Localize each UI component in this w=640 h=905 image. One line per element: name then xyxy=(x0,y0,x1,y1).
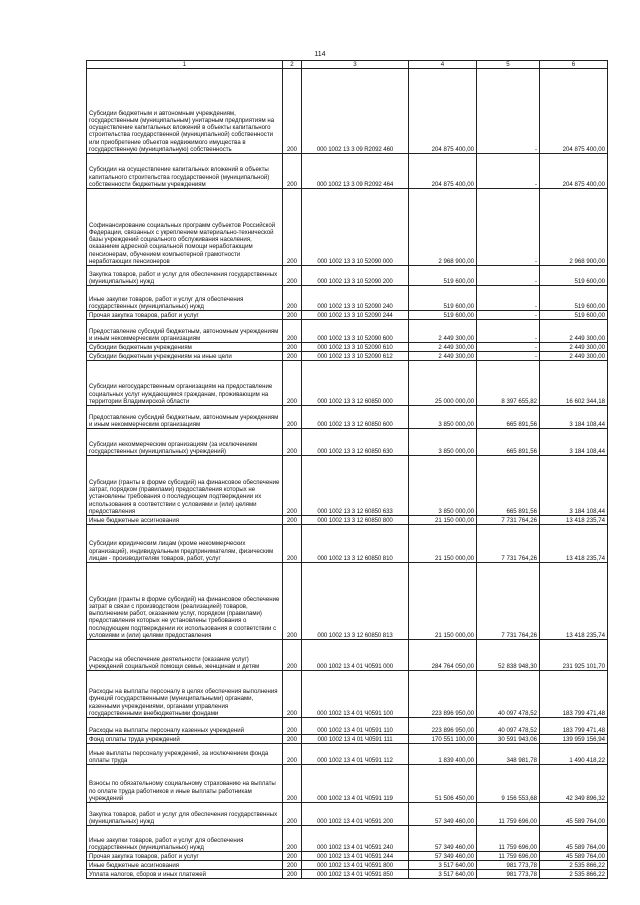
table-row xyxy=(87,286,608,311)
header-col-4: 4 xyxy=(409,61,477,69)
cell-c6: 519 600,00 xyxy=(540,266,608,286)
cell-c4: 25 000 000,00 xyxy=(409,361,477,406)
cell-c4: 284 764 050,00 xyxy=(409,640,477,671)
cell-c5: 981 773,78 xyxy=(477,870,540,879)
table-row xyxy=(87,563,608,640)
table-row xyxy=(87,154,608,189)
cell-code: 000 1002 13 3 12 60850 633 xyxy=(302,456,409,516)
cell-rz: 200 xyxy=(283,861,302,870)
cell-name: Взносы по обязательному социальному страхованию на выплаты по оплате труда работников и иные выплаты работникам учреждений xyxy=(87,765,283,803)
cell-c5: 11 759 696,00 xyxy=(477,826,540,852)
cell-name: Закупка товаров, работ и услуг для обеспечения государственных (муниципальных) нужд xyxy=(87,803,283,826)
cell-c6: 139 959 156,94 xyxy=(540,735,608,744)
cell-c5: 7 731 764,26 xyxy=(477,525,540,563)
cell-c6: 45 589 764,00 xyxy=(540,852,608,861)
budget-table xyxy=(86,60,608,879)
cell-code: 000 1002 13 3 10 52090 240 xyxy=(302,286,409,311)
cell-c5: 981 773,78 xyxy=(477,861,540,870)
cell-name: Субсидии на осуществление капитальных вложений в объекты капитального строительства государственной (муниципальной) собственности бюджетным учреждениям xyxy=(87,154,283,189)
cell-code: 000 1002 13 4 01 Ч0591 244 xyxy=(302,852,409,861)
cell-code: 000 1002 13 3 10 52090 244 xyxy=(302,311,409,320)
cell-code: 000 1002 13 3 12 60850 000 xyxy=(302,361,409,406)
cell-rz: 200 xyxy=(283,803,302,826)
cell-rz: 200 xyxy=(283,640,302,671)
cell-code: 000 1002 13 4 01 Ч0591 110 xyxy=(302,718,409,735)
cell-c4: 21 150 000,00 xyxy=(409,563,477,640)
cell-rz: 200 xyxy=(283,406,302,429)
cell-c5: 40 097 478,52 xyxy=(477,718,540,735)
cell-name: Иные бюджетные ассигнования xyxy=(87,861,283,870)
cell-name: Расходы на обеспечение деятельности (оказание услуг) учреждений социальной помощи семье, женщинам и детям xyxy=(87,640,283,671)
table-row xyxy=(87,870,608,879)
cell-code: 000 1002 13 3 10 52090 610 xyxy=(302,343,409,352)
table-row xyxy=(87,361,608,406)
cell-c4: 21 150 000,00 xyxy=(409,516,477,525)
cell-c4: 3 517 640,00 xyxy=(409,861,477,870)
cell-c6: 231 925 101,70 xyxy=(540,640,608,671)
cell-c5: - xyxy=(477,266,540,286)
cell-c5: - xyxy=(477,352,540,361)
header-col-6: 6 xyxy=(540,61,608,69)
cell-c4: 1 839 400,00 xyxy=(409,744,477,765)
cell-c5: 9 156 553,68 xyxy=(477,765,540,803)
cell-c5: - xyxy=(477,189,540,266)
table-row xyxy=(87,311,608,320)
cell-name: Иные закупки товаров, работ и услуг для обеспечения государственных (муниципальных) нужд xyxy=(87,286,283,311)
cell-code: 000 1002 13 4 01 Ч0591 111 xyxy=(302,735,409,744)
cell-rz: 200 xyxy=(283,735,302,744)
cell-rz: 200 xyxy=(283,311,302,320)
cell-name: Фонд оплаты труда учреждений xyxy=(87,735,283,744)
cell-c4: 519 600,00 xyxy=(409,286,477,311)
table-row xyxy=(87,861,608,870)
table-row xyxy=(87,640,608,671)
cell-code: 000 1002 13 3 12 60850 630 xyxy=(302,429,409,456)
cell-code: 000 1002 13 3 09 R2092 460 xyxy=(302,69,409,154)
cell-c6: 3 184 108,44 xyxy=(540,406,608,429)
cell-rz: 200 xyxy=(283,429,302,456)
cell-c4: 2 449 300,00 xyxy=(409,343,477,352)
cell-c4: 223 896 950,00 xyxy=(409,671,477,718)
cell-c6: 3 184 108,44 xyxy=(540,429,608,456)
cell-c4: 3 850 000,00 xyxy=(409,406,477,429)
table-row xyxy=(87,744,608,765)
cell-name: Субсидии юридическим лицам (кроме некоммерческих организаций), индивидуальным предпринимателям, физическим лицам - производителям товаров, работ, услуг xyxy=(87,525,283,563)
table-row xyxy=(87,343,608,352)
table-row xyxy=(87,718,608,735)
cell-c5: - xyxy=(477,69,540,154)
cell-c6: 2 449 300,00 xyxy=(540,343,608,352)
cell-rz: 200 xyxy=(283,765,302,803)
cell-code: 000 1002 13 4 01 Ч0591 800 xyxy=(302,861,409,870)
cell-code: 000 1002 13 3 12 60850 800 xyxy=(302,516,409,525)
table-row xyxy=(87,516,608,525)
cell-c6: 42 349 896,32 xyxy=(540,765,608,803)
cell-name: Субсидии некоммерческим организациям (за исключением государственных (муниципальных) учреждений) xyxy=(87,429,283,456)
cell-rz: 200 xyxy=(283,718,302,735)
cell-c6: 2 535 866,22 xyxy=(540,870,608,879)
header-col-1: 1 xyxy=(87,61,283,69)
cell-c5: 665 891,56 xyxy=(477,429,540,456)
table-row xyxy=(87,852,608,861)
cell-c4: 2 449 300,00 xyxy=(409,320,477,343)
cell-name: Иные бюджетные ассигнования xyxy=(87,516,283,525)
table-row xyxy=(87,803,608,826)
cell-c5: - xyxy=(477,154,540,189)
cell-name: Иные выплаты персоналу учреждений, за исключением фонда оплаты труда xyxy=(87,744,283,765)
cell-c5: - xyxy=(477,311,540,320)
table-row xyxy=(87,456,608,516)
cell-c6: 204 875 400,00 xyxy=(540,154,608,189)
cell-name: Субсидии бюджетным учреждениям на иные цели xyxy=(87,352,283,361)
cell-name: Уплата налогов, сборов и иных платежей xyxy=(87,870,283,879)
cell-name: Предоставление субсидий бюджетным, автономным учреждениям и иным некоммерческим организациям xyxy=(87,320,283,343)
cell-c5: 52 838 948,30 xyxy=(477,640,540,671)
cell-rz: 200 xyxy=(283,516,302,525)
cell-name: Субсидии негосударственным организациям на предоставление социальных услуг нуждающимся гражданам, проживающим на территории Владимирской области xyxy=(87,361,283,406)
table-row xyxy=(87,671,608,718)
cell-code: 000 1002 13 3 12 60850 813 xyxy=(302,563,409,640)
cell-rz: 200 xyxy=(283,852,302,861)
cell-c5: 40 097 478,52 xyxy=(477,671,540,718)
cell-c4: 57 349 460,00 xyxy=(409,852,477,861)
cell-code: 000 1002 13 4 01 Ч0591 850 xyxy=(302,870,409,879)
cell-code: 000 1002 13 4 01 Ч0591 112 xyxy=(302,744,409,765)
cell-c5: 11 759 696,00 xyxy=(477,803,540,826)
cell-code: 000 1002 13 4 01 Ч0591 200 xyxy=(302,803,409,826)
cell-c6: 183 799 471,48 xyxy=(540,671,608,718)
cell-c4: 204 875 400,00 xyxy=(409,69,477,154)
cell-c5: 8 397 655,82 xyxy=(477,361,540,406)
cell-c6: 2 535 866,22 xyxy=(540,861,608,870)
cell-c6: 13 418 235,74 xyxy=(540,525,608,563)
cell-code: 000 1002 13 4 01 Ч0591 000 xyxy=(302,640,409,671)
cell-name: Субсидии (гранты в форме субсидий) на финансовое обеспечение затрат в связи с производством (реализацией) товаров, выполнением работ, оказанием услуг, порядком (правилами) предоставления которых не установлены требования о последующем подтверждении их использования в соответствии с условиями и (или) целями предоставления xyxy=(87,563,283,640)
table-row xyxy=(87,429,608,456)
table-row xyxy=(87,406,608,429)
cell-rz: 200 xyxy=(283,320,302,343)
page-number: 114 xyxy=(314,51,326,58)
cell-c5: 30 591 943,06 xyxy=(477,735,540,744)
cell-c6: 45 589 764,00 xyxy=(540,803,608,826)
cell-c5: 11 759 696,00 xyxy=(477,852,540,861)
cell-name: Софинансирование социальных программ субъектов Российской Федерации, связанных с укреплением материально-технической базы учреждений социального обслуживания населения, оказанием адресной социальной помощи неработающим пенсионерам, обучением компьютерной грамотности неработающих пенсионеров xyxy=(87,189,283,266)
cell-code: 000 1002 13 4 01 Ч0591 119 xyxy=(302,765,409,803)
table-row xyxy=(87,525,608,563)
cell-code: 000 1002 13 3 09 R2092 464 xyxy=(302,154,409,189)
cell-c6: 3 184 108,44 xyxy=(540,456,608,516)
cell-c4: 223 896 950,00 xyxy=(409,718,477,735)
table-row xyxy=(87,352,608,361)
cell-c6: 204 875 400,00 xyxy=(540,69,608,154)
cell-c5: 7 731 764,26 xyxy=(477,563,540,640)
cell-c4: 519 600,00 xyxy=(409,266,477,286)
cell-name: Субсидии (гранты в форме субсидий) на финансовое обеспечение затрат, порядком (правилами) предоставления которых не установлены требования о последующем подтверждении их использования в соответствии с условиями и (или) целями предоставления xyxy=(87,456,283,516)
cell-rz: 200 xyxy=(283,361,302,406)
header-col-5: 5 xyxy=(477,61,540,69)
cell-c4: 3 517 640,00 xyxy=(409,870,477,879)
cell-rz: 200 xyxy=(283,352,302,361)
cell-rz: 200 xyxy=(283,671,302,718)
cell-c5: - xyxy=(477,286,540,311)
cell-rz: 200 xyxy=(283,563,302,640)
cell-c5: - xyxy=(477,343,540,352)
cell-c4: 57 349 460,00 xyxy=(409,826,477,852)
cell-code: 000 1002 13 4 01 Ч0591 100 xyxy=(302,671,409,718)
cell-rz: 200 xyxy=(283,456,302,516)
cell-code: 000 1002 13 4 01 Ч0591 240 xyxy=(302,826,409,852)
table-row xyxy=(87,69,608,154)
cell-c5: 665 891,56 xyxy=(477,406,540,429)
cell-rz: 200 xyxy=(283,744,302,765)
table-row xyxy=(87,189,608,266)
cell-c4: 2 968 900,00 xyxy=(409,189,477,266)
cell-c6: 13 418 235,74 xyxy=(540,516,608,525)
table-row xyxy=(87,826,608,852)
cell-c6: 16 602 344,18 xyxy=(540,361,608,406)
header-row xyxy=(87,61,608,69)
cell-c4: 2 449 300,00 xyxy=(409,352,477,361)
cell-c4: 21 150 000,00 xyxy=(409,525,477,563)
cell-c5: 7 731 764,26 xyxy=(477,516,540,525)
cell-c6: 13 418 235,74 xyxy=(540,563,608,640)
cell-c6: 183 799 471,48 xyxy=(540,718,608,735)
cell-code: 000 1002 13 3 10 52090 600 xyxy=(302,320,409,343)
cell-code: 000 1002 13 3 10 52090 000 xyxy=(302,189,409,266)
cell-c4: 57 349 460,00 xyxy=(409,803,477,826)
table-row xyxy=(87,735,608,744)
cell-c5: 665 891,56 xyxy=(477,456,540,516)
cell-c4: 204 875 400,00 xyxy=(409,154,477,189)
cell-c4: 170 551 100,00 xyxy=(409,735,477,744)
cell-c6: 519 600,00 xyxy=(540,311,608,320)
cell-c6: 2 449 300,00 xyxy=(540,352,608,361)
cell-rz: 200 xyxy=(283,525,302,563)
cell-name: Субсидии бюджетным и автономным учреждениям, государственным (муниципальным) унитарным предприятиям на осуществление капитальных вложений в объекты капитального строительства государственной (муниципальной) собственности или приобретение объектов недвижимого имущества в государственную (муниципальную) собственность xyxy=(87,69,283,154)
header-col-2: 2 xyxy=(283,61,302,69)
cell-c6: 2 968 900,00 xyxy=(540,189,608,266)
cell-name: Расходы на выплаты персоналу казенных учреждений xyxy=(87,718,283,735)
cell-c6: 45 589 764,00 xyxy=(540,826,608,852)
cell-name: Расходы на выплаты персоналу в целях обеспечения выполнения функций государственными (муниципальными) органами, казенными учреждениями, органами управления государственными внебюджетными фондами xyxy=(87,671,283,718)
cell-c5: 348 981,78 xyxy=(477,744,540,765)
cell-code: 000 1002 13 3 10 52090 200 xyxy=(302,266,409,286)
cell-c6: 2 449 300,00 xyxy=(540,320,608,343)
cell-rz: 200 xyxy=(283,826,302,852)
table-row xyxy=(87,320,608,343)
cell-rz: 200 xyxy=(283,343,302,352)
header-col-3: 3 xyxy=(302,61,409,69)
cell-rz: 200 xyxy=(283,870,302,879)
cell-c4: 519 600,00 xyxy=(409,311,477,320)
cell-rz: 200 xyxy=(283,154,302,189)
cell-rz: 200 xyxy=(283,189,302,266)
table-row xyxy=(87,765,608,803)
cell-c4: 51 506 450,00 xyxy=(409,765,477,803)
cell-code: 000 1002 13 3 12 60850 600 xyxy=(302,406,409,429)
cell-c4: 3 850 000,00 xyxy=(409,456,477,516)
cell-name: Прочая закупка товаров, работ и услуг xyxy=(87,852,283,861)
cell-code: 000 1002 13 3 12 60850 810 xyxy=(302,525,409,563)
cell-rz: 200 xyxy=(283,286,302,311)
cell-name: Иные закупки товаров, работ и услуг для обеспечения государственных (муниципальных) нужд xyxy=(87,826,283,852)
table-row xyxy=(87,266,608,286)
cell-code: 000 1002 13 3 10 52090 612 xyxy=(302,352,409,361)
cell-c5: - xyxy=(477,320,540,343)
cell-c4: 3 850 000,00 xyxy=(409,429,477,456)
cell-name: Предоставление субсидий бюджетным, автономным учреждениям и иным некоммерческим организациям xyxy=(87,406,283,429)
cell-c6: 1 490 418,22 xyxy=(540,744,608,765)
cell-rz: 200 xyxy=(283,69,302,154)
cell-name: Субсидии бюджетным учреждениям xyxy=(87,343,283,352)
cell-name: Прочая закупка товаров, работ и услуг xyxy=(87,311,283,320)
cell-c6: 519 600,00 xyxy=(540,286,608,311)
cell-rz: 200 xyxy=(283,266,302,286)
cell-name: Закупка товаров, работ и услуг для обеспечения государственных (муниципальных) нужд xyxy=(87,266,283,286)
